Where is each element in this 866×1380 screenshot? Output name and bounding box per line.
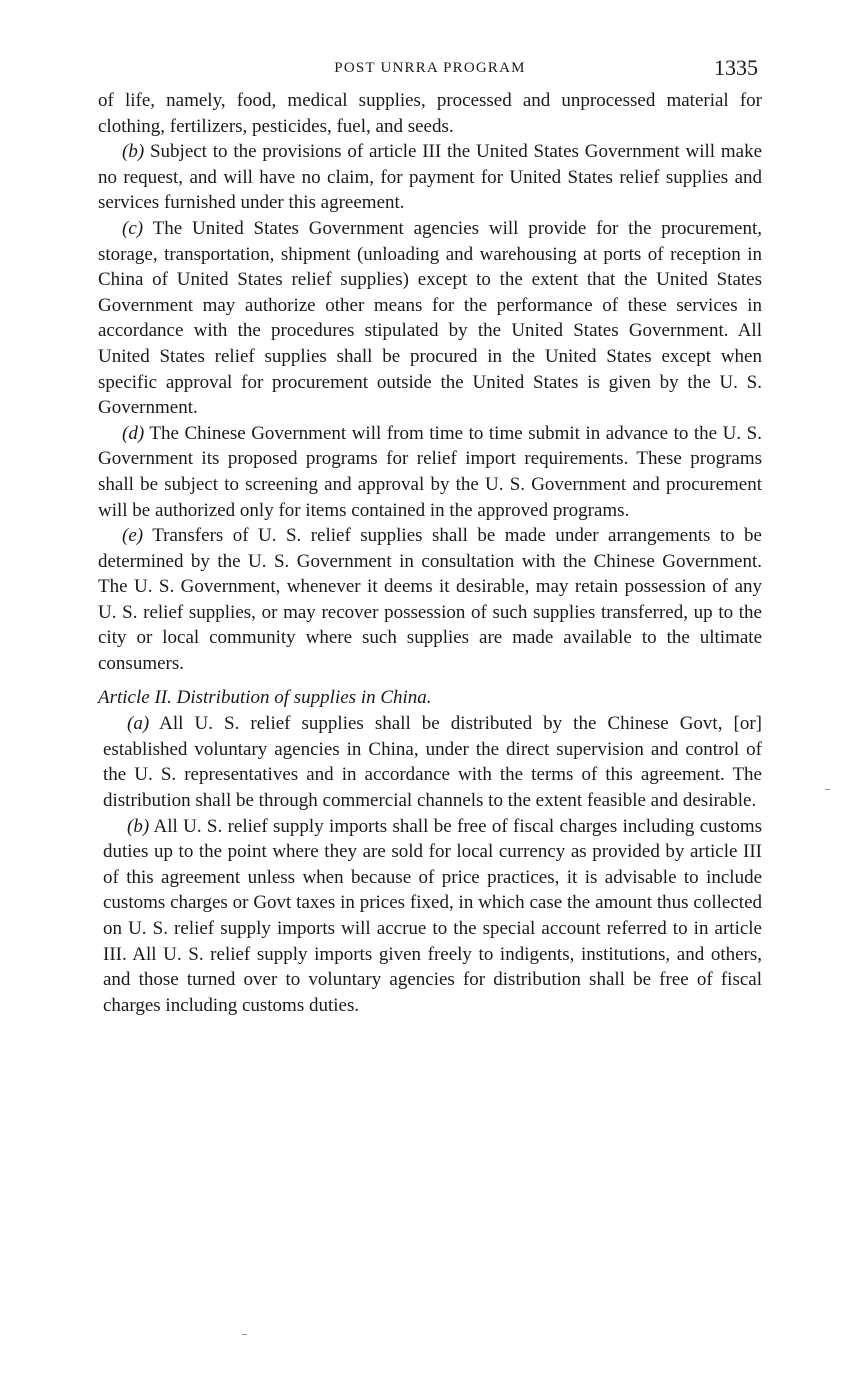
margin-speck (825, 789, 830, 790)
article2-heading: Article II. Distribution of supplies in China. (98, 686, 432, 708)
paragraph-text: The Chinese Government will from time to time submit in advance to the U. S. Government its proposed programs for relief import requirements. These programs shall be subject to screening and approval by the U. S. Government and procurement will be authorized only for items contained in the approved programs. (98, 422, 762, 521)
page-number: 1335 (714, 55, 758, 80)
article1-paragraph-d (98, 421, 762, 523)
article2-paragraph-a (103, 711, 762, 813)
running-title: POST UNRRA PROGRAM (334, 60, 526, 76)
paragraph-text: All U. S. relief supplies shall be distributed by the Chinese Govt, [or] established voluntary agencies in China, under the direct supervision and control of the U. S. representatives and in accordance with the terms of this agreement. The distribution shall be through commercial channels to the extent feasible and desirable. (103, 713, 763, 812)
article1-paragraph-e (98, 523, 762, 677)
paragraph-text: Transfers of U. S. relief supplies shall be made under arrangements to be determined by the U. S. Government in consultation with the Chinese Government. The U. S. Government, whenever it deems it desirable, may retain possession of any U. S. relief supplies, or may recover possession of such supplies transferred, up to the city or local community where such supplies are made available to the ultimate consumers. (98, 525, 762, 675)
paragraph-text: The United States Government agencies will provide for the procurement, storage, transportation, shipment (unloading and warehousing at ports of reception in China of United States relief supplies) except to the extent that the United States Government may authorize other means for the performance of these services in accordance with the procedures stipulated by the United States Government. All United States relief supplies shall be procured in the United States except when specific approval for procurement outside the United States is given by the U. S. Government. (98, 217, 762, 419)
article1-paragraph-b (98, 139, 762, 216)
paragraph-label: (b) (122, 141, 145, 163)
paragraph-text: All U. S. relief supply imports shall be free of fiscal charges including customs duties up to the point where they are sold for local currency as provided by article III of this agreement unless when because of price practices, it is advisable to include customs charges or Govt taxes in prices fixed, in which case the amount thus collected on U. S. relief supply imports will accrue to the special account referred to in article III. All U. S. relief supply imports given freely to indigents, institutions, and others, and those turned over to voluntary agencies for distribution shall be free of fiscal charges including customs duties. (103, 815, 762, 1016)
article1-continuation-paragraph: of life, namely, food, medical supplies, processed and unprocessed material for clothing, fertilizers, pesticides, fuel, and seeds. (98, 90, 762, 137)
article2-section (98, 711, 762, 1018)
paragraph-label: (a) (127, 713, 150, 735)
running-header (98, 52, 762, 88)
margin-speck (242, 1334, 247, 1335)
paragraph-label: (e) (122, 525, 144, 547)
paragraph-label: (d) (122, 422, 145, 444)
paragraph-label: (b) (127, 815, 150, 837)
paragraph-label: (c) (122, 217, 144, 239)
article2-paragraph-b (103, 814, 762, 1019)
paragraph-text: Subject to the provisions of article III the United States Government will make no request, and will have no claim, for payment for United States relief supplies and services furnished under this agreement. (98, 141, 762, 214)
document-page (98, 52, 762, 1018)
article1-paragraph-c (98, 216, 762, 421)
